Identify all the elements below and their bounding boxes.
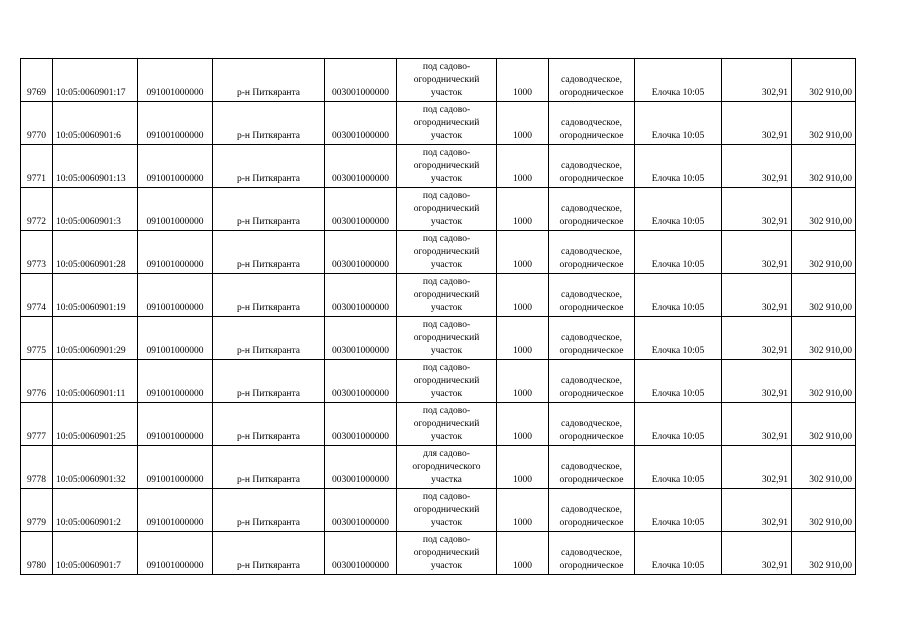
cadastral-number: 10:05:0060901:32: [53, 446, 138, 489]
code-1: 091001000000: [138, 489, 213, 532]
code-1: 091001000000: [138, 403, 213, 446]
cadastral-value: 302 910,00: [792, 231, 856, 274]
district: р-н Питкяранта: [213, 360, 325, 403]
code-1: 091001000000: [138, 145, 213, 188]
rate: 302,91: [722, 145, 792, 188]
code-1: 091001000000: [138, 274, 213, 317]
cadastral-number: 10:05:0060901:19: [53, 274, 138, 317]
rate: 302,91: [722, 489, 792, 532]
rate: 302,91: [722, 403, 792, 446]
cadastral-value: 302 910,00: [792, 489, 856, 532]
land-purpose: под садово-огороднический участок: [397, 274, 497, 317]
code-2: 003001000000: [325, 317, 397, 360]
rate: 302,91: [722, 446, 792, 489]
table-row: [21, 446, 856, 489]
location: Елочка 10:05: [635, 188, 722, 231]
rate: 302,91: [722, 102, 792, 145]
code-1: 091001000000: [138, 317, 213, 360]
permitted-use: садоводческое, огородническое: [549, 532, 635, 575]
district: р-н Питкяранта: [213, 59, 325, 102]
location: Елочка 10:05: [635, 231, 722, 274]
cadastral-value: 302 910,00: [792, 59, 856, 102]
location: Елочка 10:05: [635, 446, 722, 489]
cadastral-value: 302 910,00: [792, 360, 856, 403]
code-2: 003001000000: [325, 446, 397, 489]
location: Елочка 10:05: [635, 59, 722, 102]
table-row: [21, 231, 856, 274]
cadastral-value: 302 910,00: [792, 145, 856, 188]
rate: 302,91: [722, 231, 792, 274]
permitted-use: садоводческое, огородническое: [549, 403, 635, 446]
cadastral-value: 302 910,00: [792, 188, 856, 231]
cadastral-number: 10:05:0060901:7: [53, 532, 138, 575]
land-purpose: под садово-огороднический участок: [397, 532, 497, 575]
row-number: 9775: [21, 317, 53, 360]
code-1: 091001000000: [138, 102, 213, 145]
permitted-use: садоводческое, огородническое: [549, 59, 635, 102]
table-row: [21, 274, 856, 317]
land-purpose: под садово-огороднический участок: [397, 145, 497, 188]
rate: 302,91: [722, 360, 792, 403]
land-purpose: под садово-огороднический участок: [397, 489, 497, 532]
code-2: 003001000000: [325, 489, 397, 532]
district: р-н Питкяранта: [213, 403, 325, 446]
area: 1000: [497, 188, 549, 231]
code-1: 091001000000: [138, 446, 213, 489]
area: 1000: [497, 403, 549, 446]
district: р-н Питкяранта: [213, 231, 325, 274]
code-1: 091001000000: [138, 360, 213, 403]
row-number: 9777: [21, 403, 53, 446]
district: р-н Питкяранта: [213, 102, 325, 145]
row-number: 9776: [21, 360, 53, 403]
permitted-use: садоводческое, огородническое: [549, 102, 635, 145]
district: р-н Питкяранта: [213, 188, 325, 231]
cadastral-number: 10:05:0060901:3: [53, 188, 138, 231]
code-2: 003001000000: [325, 403, 397, 446]
permitted-use: садоводческое, огородническое: [549, 274, 635, 317]
land-purpose: под садово-огороднический участок: [397, 317, 497, 360]
location: Елочка 10:05: [635, 360, 722, 403]
district: р-н Питкяранта: [213, 317, 325, 360]
row-number: 9780: [21, 532, 53, 575]
location: Елочка 10:05: [635, 317, 722, 360]
district: р-н Питкяранта: [213, 274, 325, 317]
code-2: 003001000000: [325, 360, 397, 403]
rate: 302,91: [722, 188, 792, 231]
district: р-н Питкяранта: [213, 145, 325, 188]
table-body: [21, 59, 856, 575]
district: р-н Питкяранта: [213, 489, 325, 532]
cadastral-value: 302 910,00: [792, 317, 856, 360]
area: 1000: [497, 274, 549, 317]
code-2: 003001000000: [325, 59, 397, 102]
location: Елочка 10:05: [635, 489, 722, 532]
area: 1000: [497, 145, 549, 188]
cadastral-value: 302 910,00: [792, 102, 856, 145]
table-row: [21, 403, 856, 446]
cadastral-value: 302 910,00: [792, 403, 856, 446]
area: 1000: [497, 102, 549, 145]
location: Елочка 10:05: [635, 102, 722, 145]
land-purpose: под садово-огороднический участок: [397, 231, 497, 274]
table-row: [21, 317, 856, 360]
land-purpose: под садово-огороднический участок: [397, 59, 497, 102]
row-number: 9778: [21, 446, 53, 489]
code-2: 003001000000: [325, 274, 397, 317]
area: 1000: [497, 489, 549, 532]
rate: 302,91: [722, 532, 792, 575]
cadastral-number: 10:05:0060901:6: [53, 102, 138, 145]
land-purpose: под садово-огороднический участок: [397, 102, 497, 145]
permitted-use: садоводческое, огородническое: [549, 489, 635, 532]
row-number: 9769: [21, 59, 53, 102]
location: Елочка 10:05: [635, 274, 722, 317]
land-purpose: под садово-огороднический участок: [397, 188, 497, 231]
code-1: 091001000000: [138, 59, 213, 102]
location: Елочка 10:05: [635, 145, 722, 188]
code-2: 003001000000: [325, 102, 397, 145]
row-number: 9770: [21, 102, 53, 145]
land-purpose: под садово-огороднический участок: [397, 403, 497, 446]
area: 1000: [497, 532, 549, 575]
code-2: 003001000000: [325, 231, 397, 274]
cadastral-value: 302 910,00: [792, 446, 856, 489]
table-row: [21, 145, 856, 188]
code-1: 091001000000: [138, 532, 213, 575]
permitted-use: садоводческое, огородническое: [549, 231, 635, 274]
rate: 302,91: [722, 317, 792, 360]
code-2: 003001000000: [325, 532, 397, 575]
table-row: [21, 188, 856, 231]
cadastral-number: 10:05:0060901:28: [53, 231, 138, 274]
code-1: 091001000000: [138, 188, 213, 231]
cadastral-value: 302 910,00: [792, 532, 856, 575]
land-purpose: для садово-огороднического участка: [397, 446, 497, 489]
permitted-use: садоводческое, огородническое: [549, 446, 635, 489]
cadastral-number: 10:05:0060901:2: [53, 489, 138, 532]
land-purpose: под садово-огороднический участок: [397, 360, 497, 403]
district: р-н Питкяранта: [213, 446, 325, 489]
code-2: 003001000000: [325, 188, 397, 231]
code-2: 003001000000: [325, 145, 397, 188]
row-number: 9771: [21, 145, 53, 188]
location: Елочка 10:05: [635, 403, 722, 446]
area: 1000: [497, 231, 549, 274]
row-number: 9773: [21, 231, 53, 274]
cadastral-number: 10:05:0060901:13: [53, 145, 138, 188]
row-number: 9774: [21, 274, 53, 317]
permitted-use: садоводческое, огородническое: [549, 360, 635, 403]
cadastral-value: 302 910,00: [792, 274, 856, 317]
permitted-use: садоводческое, огородническое: [549, 145, 635, 188]
rate: 302,91: [722, 274, 792, 317]
table-row: [21, 489, 856, 532]
permitted-use: садоводческое, огородническое: [549, 188, 635, 231]
land-registry-table: [20, 58, 856, 575]
cadastral-number: 10:05:0060901:29: [53, 317, 138, 360]
location: Елочка 10:05: [635, 532, 722, 575]
table-row: [21, 59, 856, 102]
table-row: [21, 360, 856, 403]
area: 1000: [497, 446, 549, 489]
rate: 302,91: [722, 59, 792, 102]
table-row: [21, 532, 856, 575]
row-number: 9779: [21, 489, 53, 532]
cadastral-number: 10:05:0060901:25: [53, 403, 138, 446]
code-1: 091001000000: [138, 231, 213, 274]
cadastral-number: 10:05:0060901:17: [53, 59, 138, 102]
area: 1000: [497, 317, 549, 360]
area: 1000: [497, 360, 549, 403]
permitted-use: садоводческое, огородническое: [549, 317, 635, 360]
cadastral-number: 10:05:0060901:11: [53, 360, 138, 403]
row-number: 9772: [21, 188, 53, 231]
area: 1000: [497, 59, 549, 102]
table-row: [21, 102, 856, 145]
district: р-н Питкяранта: [213, 532, 325, 575]
